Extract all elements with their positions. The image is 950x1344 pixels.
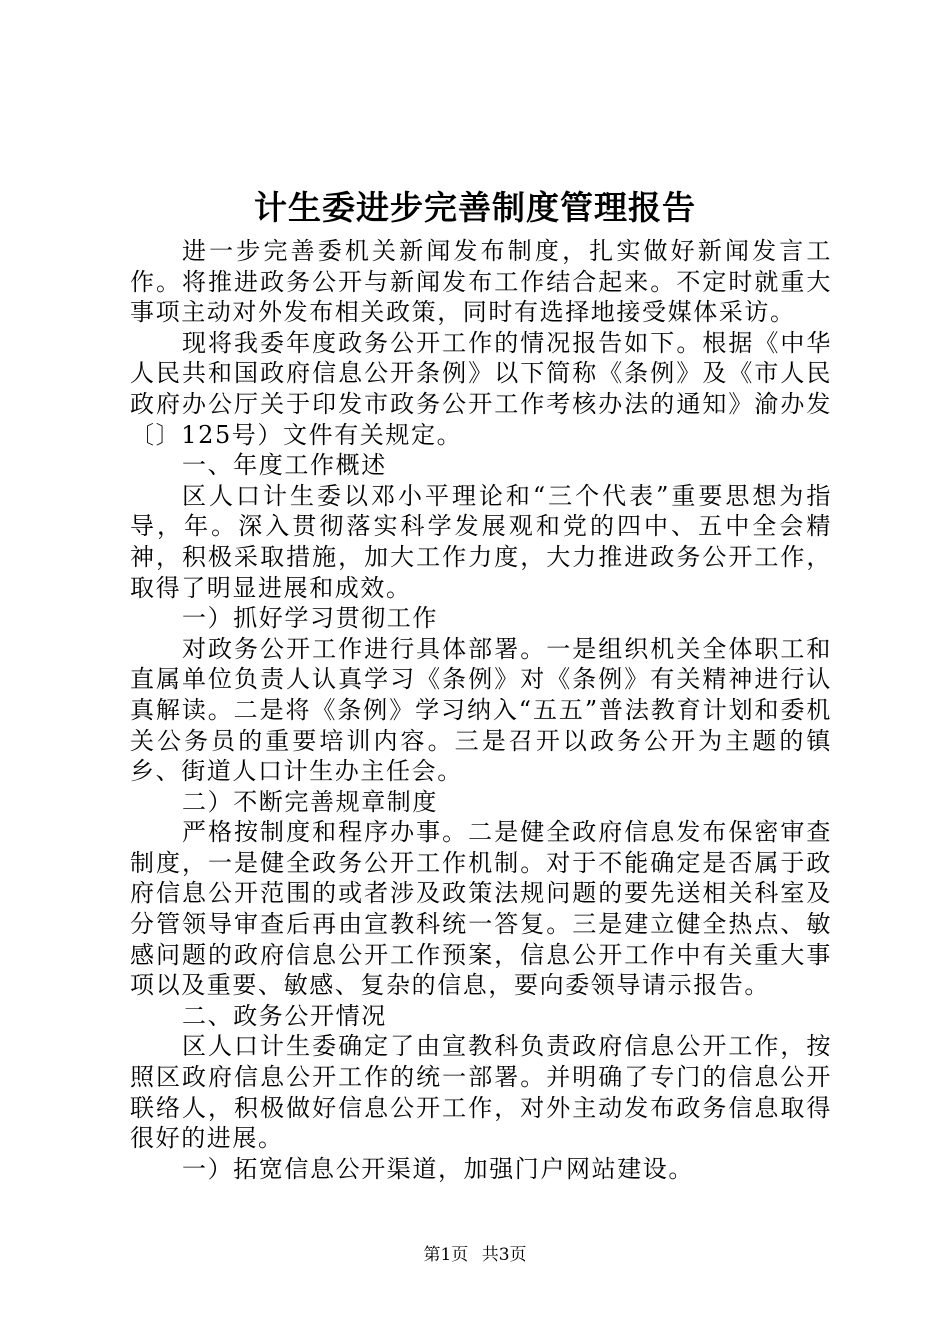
paragraph-report-intro: 现将我委年度政务公开工作的情况报告如下。根据《中华人民共和国政府信息公开条例》以下简称《条例》及《市人民政府办公厅关于印发市政务公开工作考核办法的通知》渝办发〔〕125号）文件有关规定。 [130,328,832,449]
paragraph-study: 对政务公开工作进行具体部署。一是组织机关全体职工和直属单位负责人认真学习《条例》对《条例》有关精神进行认真解读。二是将《条例》学习纳入“五五”普法教育计划和委机关公务员的重要培训内容。三是召开以政务公开为主题的镇乡、街道人口计生办主任会。 [130,634,832,786]
paragraph-rules: 严格按制度和程序办事。二是健全政府信息发布保密审查制度，一是健全政务公开工作机制。对于不能确定是否属于政府信息公开范围的或者涉及政策法规问题的要先送相关科室及分管领导审查后再由宣教科统一答复。三是建立健全热点、敏感问题的政府信息公开工作预案，信息公开工作中有关重大事项以及重要、敏感、复杂的信息，要向委领导请示报告。 [130,818,832,1000]
page-footer [0,1244,950,1266]
section-heading-overview: 一、年度工作概述 [182,451,387,480]
subsection-heading-study: 一）抓好学习贯彻工作 [182,604,438,633]
subsection-heading-rules: 二）不断完善规章制度 [182,787,438,816]
paragraph-news-release: 进一步完善委机关新闻发布制度，扎实做好新闻发言工作。将推进政务公开与新闻发布工作结合起来。不定时就重大事项主动对外发布相关政策，同时有选择地接受媒体采访。 [130,237,832,327]
section-heading-disclosure: 二、政务公开情况 [182,1001,387,1030]
page-number: 第1页 [423,1245,469,1265]
document-body [130,236,832,1184]
document-title: 计生委进步完善制度管理报告 [254,188,696,227]
subsection-heading-channels: 一）拓宽信息公开渠道，加强门户网站建设。 [182,1154,694,1183]
paragraph-disclosure: 区人口计生委确定了由宣教科负责政府信息公开工作，按照区政府信息公开工作的统一部署。并明确了专门的信息公开联络人，积极做好信息公开工作，对外主动发布政务信息取得很好的进展。 [130,1032,832,1153]
paragraph-overview: 区人口计生委以邓小平理论和“三个代表”重要思想为指导，年。深入贯彻落实科学发展观和党的四中、五中全会精神，积极采取措施，加大工作力度，大力推进政务公开工作，取得了明显进展和成效。 [130,481,832,602]
page-total: 共3页 [481,1245,527,1265]
